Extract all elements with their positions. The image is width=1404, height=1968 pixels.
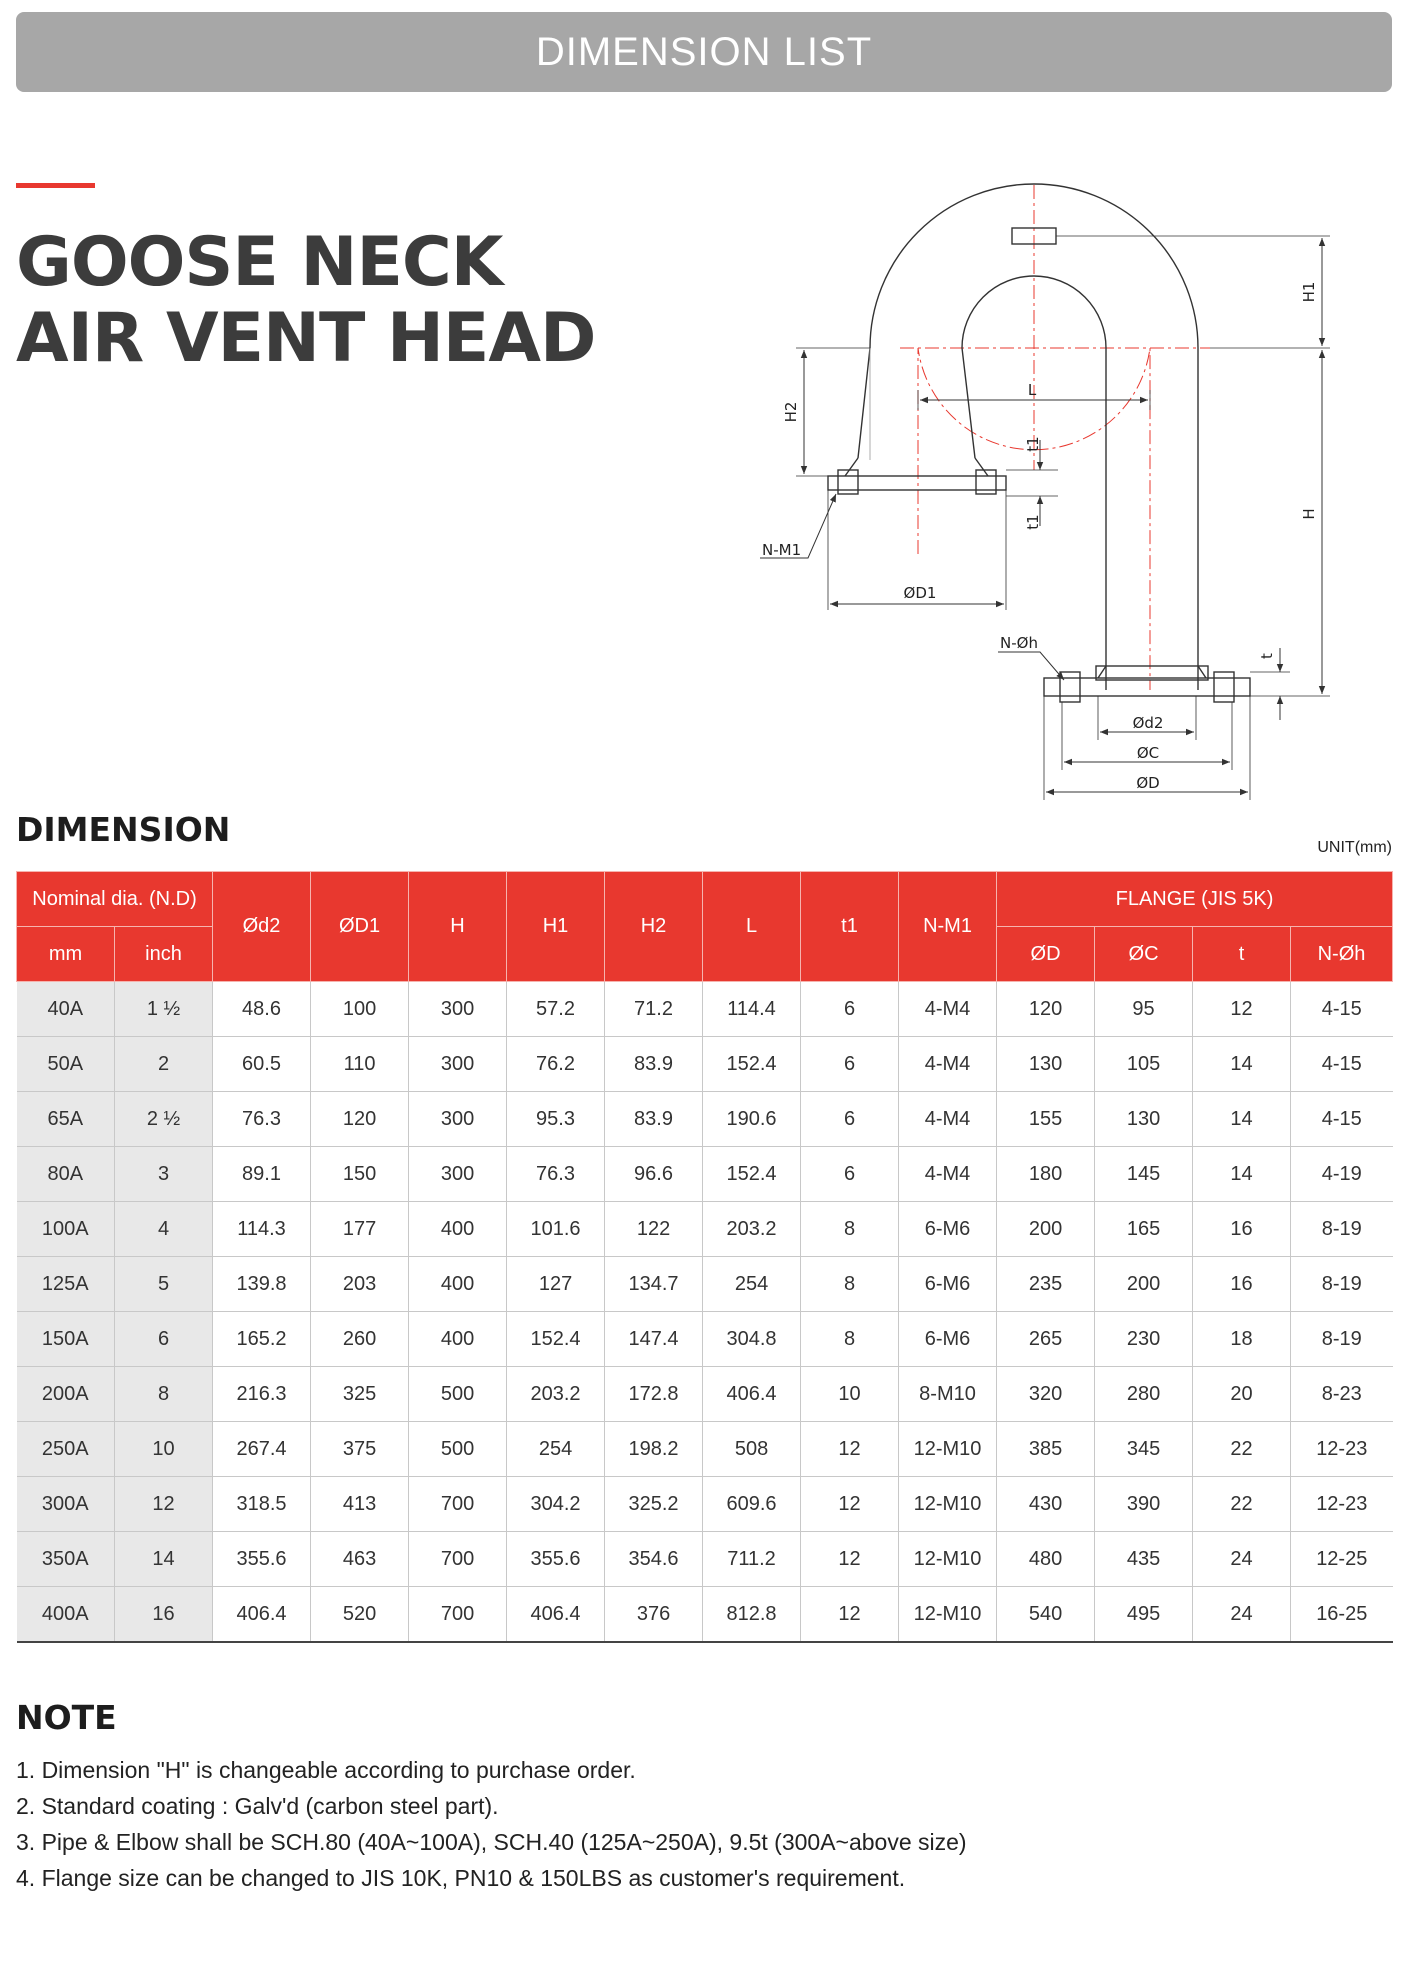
title-accent-bar <box>16 183 95 188</box>
table-cell: 14 <box>1193 1037 1291 1092</box>
table-cell: 60.5 <box>213 1037 311 1092</box>
table-cell: 6 <box>801 1037 899 1092</box>
table-cell: 76.2 <box>507 1037 605 1092</box>
table-cell: 14 <box>1193 1092 1291 1147</box>
label-n-m1: N-M1 <box>762 541 802 559</box>
table-cell: 165 <box>1095 1202 1193 1257</box>
table-cell: 95.3 <box>507 1092 605 1147</box>
table-cell: 76.3 <box>507 1147 605 1202</box>
table-cell: 300 <box>409 1037 507 1092</box>
table-cell: 8-19 <box>1291 1202 1393 1257</box>
table-cell: 8 <box>801 1202 899 1257</box>
table-cell: 14 <box>115 1532 213 1587</box>
table-cell: 700 <box>409 1532 507 1587</box>
table-cell: 145 <box>1095 1147 1193 1202</box>
table-cell: 172.8 <box>605 1367 703 1422</box>
table-cell: 101.6 <box>507 1202 605 1257</box>
table-cell: 12-M10 <box>899 1587 997 1643</box>
table-row <box>17 1037 1393 1092</box>
table-cell: 230 <box>1095 1312 1193 1367</box>
product-title <box>16 225 595 377</box>
header-nominal: Nominal dia. (N.D) <box>17 872 213 927</box>
header-h1: H1 <box>507 872 605 982</box>
table-cell: 812.8 <box>703 1587 801 1643</box>
table-cell: 203.2 <box>703 1202 801 1257</box>
header-flange: FLANGE (JIS 5K) <box>997 872 1393 927</box>
table-cell: 22 <box>1193 1422 1291 1477</box>
table-cell: 122 <box>605 1202 703 1257</box>
table-cell: 89.1 <box>213 1147 311 1202</box>
table-cell: 114.4 <box>703 982 801 1037</box>
table-cell: 12-25 <box>1291 1532 1393 1587</box>
table-cell: 540 <box>997 1587 1095 1643</box>
table-cell: 95 <box>1095 982 1193 1037</box>
table-cell: 354.6 <box>605 1532 703 1587</box>
note-item: 1. Dimension "H" is changeable according to purchase order. <box>16 1757 636 1783</box>
table-cell: 6-M6 <box>899 1202 997 1257</box>
table-cell: 480 <box>997 1532 1095 1587</box>
table-cell: 150A <box>17 1312 115 1367</box>
table-cell: 16 <box>1193 1202 1291 1257</box>
table-cell: 96.6 <box>605 1147 703 1202</box>
label-h2: H2 <box>782 401 800 423</box>
table-cell: 300 <box>409 1147 507 1202</box>
table-cell: 8 <box>115 1367 213 1422</box>
table-cell: 10 <box>115 1422 213 1477</box>
table-cell: 12 <box>801 1477 899 1532</box>
table-cell: 265 <box>997 1312 1095 1367</box>
table-cell: 65A <box>17 1092 115 1147</box>
table-cell: 80A <box>17 1147 115 1202</box>
table-cell: 4-19 <box>1291 1147 1393 1202</box>
table-cell: 198.2 <box>605 1422 703 1477</box>
table-cell: 300 <box>409 982 507 1037</box>
header-d2: Ød2 <box>213 872 311 982</box>
table-cell: 152.4 <box>507 1312 605 1367</box>
table-cell: 406.4 <box>507 1587 605 1643</box>
table-cell: 147.4 <box>605 1312 703 1367</box>
table-cell: 48.6 <box>213 982 311 1037</box>
table-cell: 40A <box>17 982 115 1037</box>
dimension-table <box>16 871 1393 1643</box>
banner-title: DIMENSION LIST <box>535 29 873 74</box>
table-cell: 57.2 <box>507 982 605 1037</box>
table-cell: 203.2 <box>507 1367 605 1422</box>
table-cell: 385 <box>997 1422 1095 1477</box>
table-cell: 406.4 <box>703 1367 801 1422</box>
table-cell: 375 <box>311 1422 409 1477</box>
header-d1: ØD1 <box>311 872 409 982</box>
table-cell: 8-19 <box>1291 1257 1393 1312</box>
table-cell: 430 <box>997 1477 1095 1532</box>
table-cell: 280 <box>1095 1367 1193 1422</box>
table-cell: 12 <box>801 1422 899 1477</box>
table-cell: 216.3 <box>213 1367 311 1422</box>
label-h: H <box>1300 508 1318 520</box>
note-heading: NOTE <box>16 1698 117 1737</box>
table-cell: 190.6 <box>703 1092 801 1147</box>
label-h1: H1 <box>1300 281 1318 303</box>
table-cell: 165.2 <box>213 1312 311 1367</box>
table-cell: 8 <box>801 1312 899 1367</box>
table-cell: 16-25 <box>1291 1587 1393 1643</box>
table-cell: 100A <box>17 1202 115 1257</box>
table-cell: 406.4 <box>213 1587 311 1643</box>
table-cell: 10 <box>801 1367 899 1422</box>
header-inch: inch <box>115 927 213 982</box>
table-cell: 22 <box>1193 1477 1291 1532</box>
table-cell: 16 <box>115 1587 213 1643</box>
table-cell: 110 <box>311 1037 409 1092</box>
table-cell: 177 <box>311 1202 409 1257</box>
table-cell: 125A <box>17 1257 115 1312</box>
table-cell: 700 <box>409 1477 507 1532</box>
table-cell: 254 <box>703 1257 801 1312</box>
header-mm: mm <box>17 927 115 982</box>
dimension-list-banner <box>16 12 1392 92</box>
table-cell: 200 <box>1095 1257 1193 1312</box>
product-title-line1: GOOSE NECK <box>16 223 503 302</box>
table-row <box>17 1312 1393 1367</box>
header-flange-t: t <box>1193 927 1291 982</box>
label-n-h: N-Øh <box>1000 634 1038 652</box>
table-cell: 83.9 <box>605 1092 703 1147</box>
table-cell: 500 <box>409 1367 507 1422</box>
table-cell: 24 <box>1193 1587 1291 1643</box>
note-item: 2. Standard coating : Galv'd (carbon steel part). <box>16 1793 499 1819</box>
header-flange-nh: N-Øh <box>1291 927 1393 982</box>
table-cell: 413 <box>311 1477 409 1532</box>
table-cell: 6-M6 <box>899 1312 997 1367</box>
table-row <box>17 1422 1393 1477</box>
table-row <box>17 1092 1393 1147</box>
table-cell: 4-15 <box>1291 1037 1393 1092</box>
table-cell: 14 <box>1193 1147 1291 1202</box>
table-cell: 318.5 <box>213 1477 311 1532</box>
header-l: L <box>703 872 801 982</box>
table-cell: 83.9 <box>605 1037 703 1092</box>
table-cell: 4-15 <box>1291 982 1393 1037</box>
table-cell: 5 <box>115 1257 213 1312</box>
table-cell: 304.2 <box>507 1477 605 1532</box>
table-cell: 127 <box>507 1257 605 1312</box>
table-cell: 180 <box>997 1147 1095 1202</box>
table-cell: 6 <box>115 1312 213 1367</box>
table-row <box>17 1477 1393 1532</box>
table-cell: 120 <box>997 982 1095 1037</box>
table-cell: 376 <box>605 1587 703 1643</box>
table-cell: 12 <box>115 1477 213 1532</box>
table-cell: 390 <box>1095 1477 1193 1532</box>
table-cell: 18 <box>1193 1312 1291 1367</box>
table-row <box>17 1587 1393 1643</box>
table-cell: 609.6 <box>703 1477 801 1532</box>
table-cell: 400 <box>409 1202 507 1257</box>
table-cell: 4-M4 <box>899 982 997 1037</box>
label-t1-top: t1 <box>1024 436 1042 452</box>
table-row <box>17 1202 1393 1257</box>
table-cell: 320 <box>997 1367 1095 1422</box>
dimension-heading: DIMENSION <box>16 810 231 849</box>
label-d: ØD <box>1136 774 1160 792</box>
table-cell: 76.3 <box>213 1092 311 1147</box>
table-cell: 4-M4 <box>899 1037 997 1092</box>
header-t1: t1 <box>801 872 899 982</box>
table-cell: 254 <box>507 1422 605 1477</box>
table-cell: 711.2 <box>703 1532 801 1587</box>
table-cell: 12-M10 <box>899 1477 997 1532</box>
table-cell: 250A <box>17 1422 115 1477</box>
header-flange-d: ØD <box>997 927 1095 982</box>
table-cell: 520 <box>311 1587 409 1643</box>
table-cell: 4-15 <box>1291 1092 1393 1147</box>
table-cell: 235 <box>997 1257 1095 1312</box>
note-item: 3. Pipe & Elbow shall be SCH.80 (40A~100A), SCH.40 (125A~250A), 9.5t (300A~above size) <box>16 1829 967 1855</box>
table-cell: 114.3 <box>213 1202 311 1257</box>
table-cell: 24 <box>1193 1532 1291 1587</box>
table-cell: 152.4 <box>703 1037 801 1092</box>
table-row <box>17 982 1393 1037</box>
table-cell: 4-M4 <box>899 1092 997 1147</box>
unit-label: UNIT(mm) <box>1317 839 1392 856</box>
note-list <box>16 1752 967 1896</box>
table-cell: 6 <box>801 1147 899 1202</box>
table-cell: 267.4 <box>213 1422 311 1477</box>
product-title-line2: AIR VENT HEAD <box>16 299 596 378</box>
table-cell: 12 <box>801 1532 899 1587</box>
table-cell: 2 <box>115 1037 213 1092</box>
table-cell: 130 <box>1095 1092 1193 1147</box>
label-c: ØC <box>1136 744 1160 762</box>
table-cell: 463 <box>311 1532 409 1587</box>
table-cell: 2 ½ <box>115 1092 213 1147</box>
table-header-row <box>17 872 1393 927</box>
table-cell: 1 ½ <box>115 982 213 1037</box>
table-row <box>17 1367 1393 1422</box>
table-cell: 134.7 <box>605 1257 703 1312</box>
table-row <box>17 1257 1393 1312</box>
table-cell: 325 <box>311 1367 409 1422</box>
table-cell: 300A <box>17 1477 115 1532</box>
table-cell: 100 <box>311 982 409 1037</box>
table-cell: 325.2 <box>605 1477 703 1532</box>
table-cell: 203 <box>311 1257 409 1312</box>
table-cell: 12 <box>1193 982 1291 1037</box>
table-cell: 120 <box>311 1092 409 1147</box>
table-cell: 105 <box>1095 1037 1193 1092</box>
table-cell: 12-M10 <box>899 1532 997 1587</box>
table-cell: 355.6 <box>213 1532 311 1587</box>
table-cell: 200A <box>17 1367 115 1422</box>
header-h: H <box>409 872 507 982</box>
table-cell: 350A <box>17 1532 115 1587</box>
table-cell: 16 <box>1193 1257 1291 1312</box>
goose-neck-drawing <box>740 170 1400 810</box>
table-cell: 400 <box>409 1312 507 1367</box>
table-cell: 260 <box>311 1312 409 1367</box>
table-cell: 4 <box>115 1202 213 1257</box>
table-cell: 8-M10 <box>899 1367 997 1422</box>
table-cell: 130 <box>997 1037 1095 1092</box>
table-cell: 304.8 <box>703 1312 801 1367</box>
table-cell: 12-M10 <box>899 1422 997 1477</box>
note-item: 4. Flange size can be changed to JIS 10K, PN10 & 150LBS as customer's requirement. <box>16 1865 906 1891</box>
table-cell: 3 <box>115 1147 213 1202</box>
table-cell: 71.2 <box>605 982 703 1037</box>
table-cell: 345 <box>1095 1422 1193 1477</box>
table-cell: 400 <box>409 1257 507 1312</box>
table-cell: 6 <box>801 982 899 1037</box>
table-cell: 50A <box>17 1037 115 1092</box>
label-t1-bottom: t1 <box>1024 514 1042 530</box>
table-cell: 8-19 <box>1291 1312 1393 1367</box>
header-h2: H2 <box>605 872 703 982</box>
table-cell: 155 <box>997 1092 1095 1147</box>
label-d2: Ød2 <box>1132 714 1164 732</box>
table-cell: 435 <box>1095 1532 1193 1587</box>
table-cell: 355.6 <box>507 1532 605 1587</box>
table-cell: 495 <box>1095 1587 1193 1643</box>
label-t: t <box>1258 653 1276 659</box>
table-cell: 12-23 <box>1291 1422 1393 1477</box>
table-cell: 508 <box>703 1422 801 1477</box>
table-cell: 4-M4 <box>899 1147 997 1202</box>
table-cell: 12-23 <box>1291 1477 1393 1532</box>
table-cell: 300 <box>409 1092 507 1147</box>
table-cell: 139.8 <box>213 1257 311 1312</box>
table-row <box>17 1532 1393 1587</box>
table-cell: 500 <box>409 1422 507 1477</box>
table-row <box>17 1147 1393 1202</box>
header-nm1: N-M1 <box>899 872 997 982</box>
table-cell: 8 <box>801 1257 899 1312</box>
table-cell: 8-23 <box>1291 1367 1393 1422</box>
table-cell: 152.4 <box>703 1147 801 1202</box>
table-cell: 400A <box>17 1587 115 1643</box>
label-l: L <box>1027 381 1037 399</box>
header-flange-c: ØC <box>1095 927 1193 982</box>
table-cell: 150 <box>311 1147 409 1202</box>
table-cell: 20 <box>1193 1367 1291 1422</box>
table-cell: 6 <box>801 1092 899 1147</box>
table-cell: 200 <box>997 1202 1095 1257</box>
table-cell: 6-M6 <box>899 1257 997 1312</box>
table-cell: 700 <box>409 1587 507 1643</box>
table-cell: 12 <box>801 1587 899 1643</box>
label-d1: ØD1 <box>903 584 937 602</box>
